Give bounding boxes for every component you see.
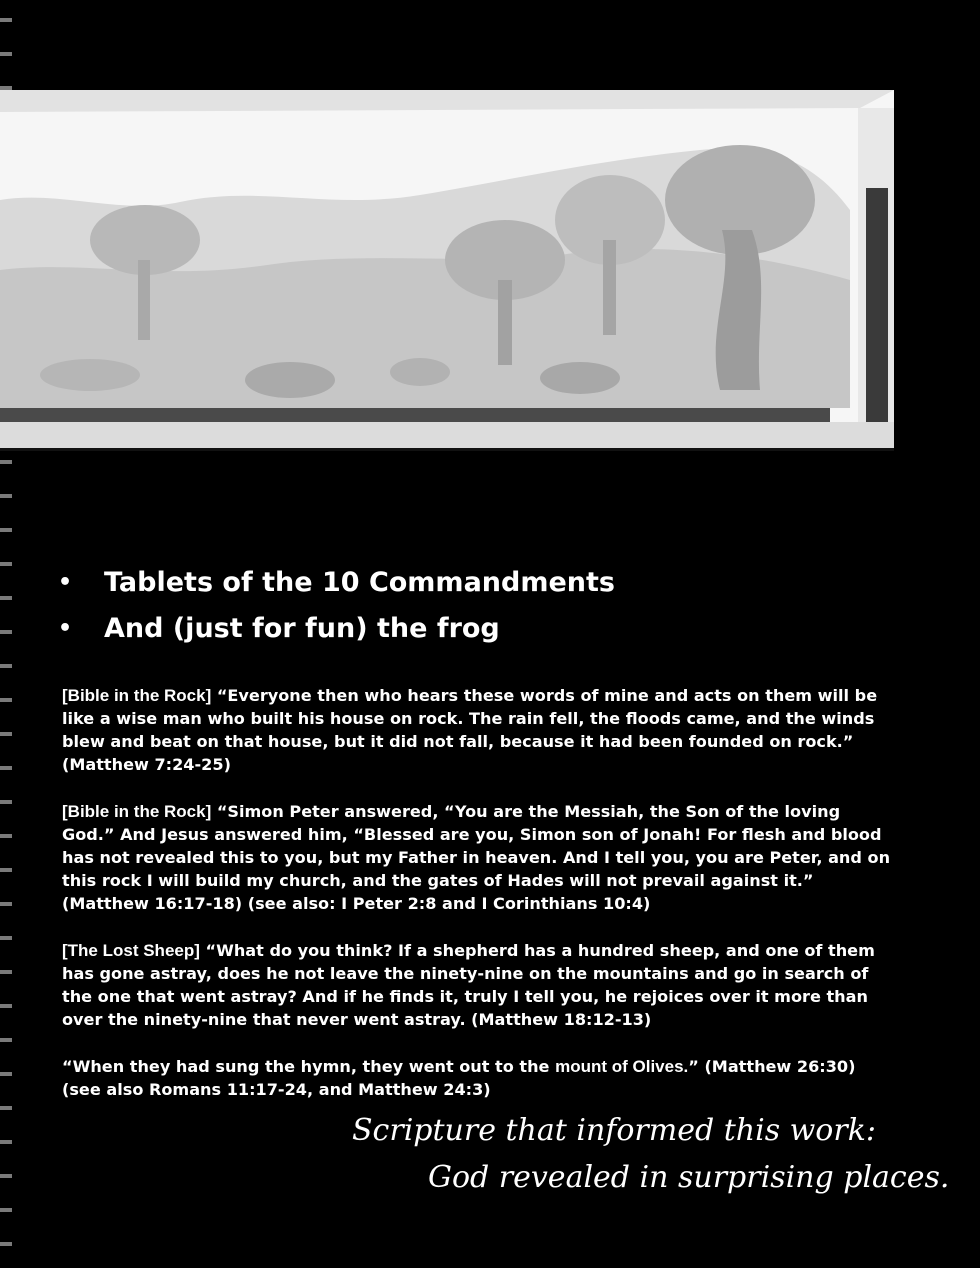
list-item-label: Tablets of the 10 Commandments xyxy=(104,567,615,598)
relief-sculpture-illustration xyxy=(0,90,894,448)
paragraph-tag: [Bible in the Rock] xyxy=(62,686,212,705)
list-item xyxy=(58,560,615,606)
feature-list xyxy=(58,560,615,652)
paragraph-text: “When they had sung the hymn, they went out to the xyxy=(62,1057,556,1076)
scripture-text xyxy=(62,684,897,1125)
paragraph-text: “Simon Peter answered, “You are the Messiah, the Son of the loving God.” And Jesus answered him, “Blessed are you, Simon son of Jonah! For flesh and blood has not revealed this to you, but my Father in heaven. And I tell you, you are Peter, and on this rock I will build my church, and the gates of Hades will not prevail against it.” (Matthew 16:17-18) (see also: I Peter 2:8 and I Corinthians 10:4) xyxy=(62,802,891,913)
paragraph-text: “Everyone then who hears these words of mine and acts on them will be like a wise man who built his house on rock. The rain fell, the floods came, and the winds blew and beat on that house, but it did not fall, because it had been founded on rock.” (Matthew 7:24-25) xyxy=(62,686,878,774)
emphasis-text: mount of Olives. xyxy=(555,1057,689,1076)
list-item xyxy=(58,606,615,652)
scripture-paragraph xyxy=(62,1055,897,1101)
scripture-paragraph xyxy=(62,939,897,1031)
bullet-icon: • xyxy=(58,570,73,595)
scripture-paragraph xyxy=(62,684,897,776)
paragraph-tag: [The Lost Sheep] xyxy=(62,941,200,960)
closing-line-1: Scripture that informed this work: xyxy=(352,1113,876,1148)
list-item-label: And (just for fun) the frog xyxy=(104,613,500,644)
paragraph-text: ” (Matthew 26:30) (see also Romans 11:17-24, and Matthew 24:3) xyxy=(62,1057,856,1099)
scripture-paragraph xyxy=(62,800,897,915)
bullet-icon: • xyxy=(58,616,73,641)
closing-line-2: God revealed in surprising places. xyxy=(428,1160,950,1195)
paragraph-tag: [Bible in the Rock] xyxy=(62,802,212,821)
paragraph-text: “What do you think? If a shepherd has a hundred sheep, and one of them has gone astray, does he not leave the ninety-nine on the mountains and go in search of the one that went astray? And if he finds it, truly I tell you, he rejoices over it more than over the ninety-nine that never went astray. (Matthew 18:12-13) xyxy=(62,941,875,1029)
relief-sculpture-photo xyxy=(0,90,894,451)
